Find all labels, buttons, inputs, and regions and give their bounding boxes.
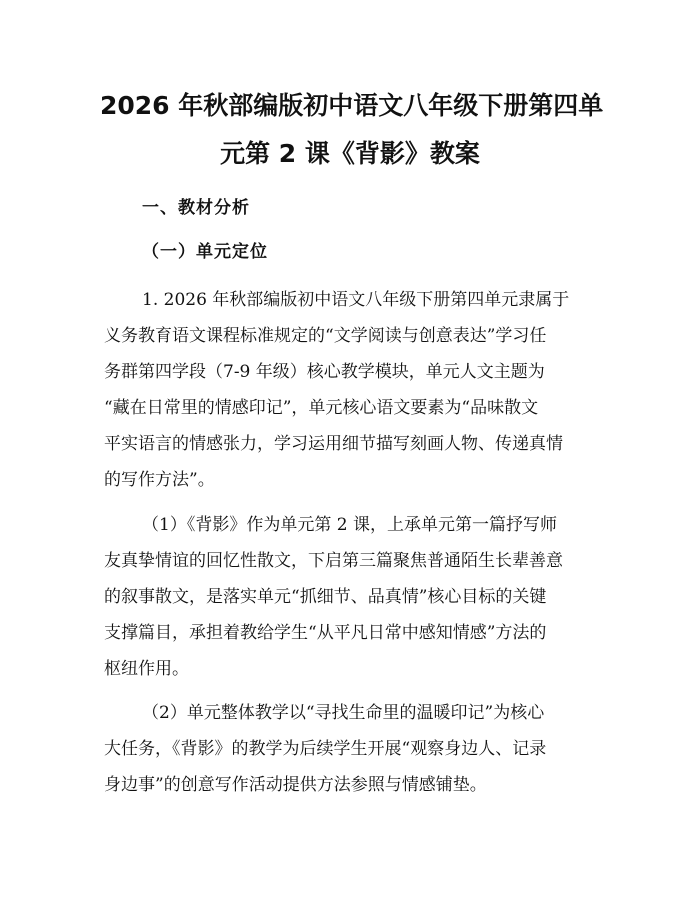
paragraph-3 <box>104 695 598 803</box>
paragraph-line: 大任务，《背影》的教学为后续学生开展“观察身边人、记录 <box>104 739 547 759</box>
paragraph-1 <box>104 282 598 498</box>
paragraph-line: （1）《背影》作为单元第 2 课，上承单元第一篇抒写师 <box>142 515 557 535</box>
paragraph-line: 的写作方法”。 <box>104 470 215 490</box>
paragraph-line: 枢纽作用。 <box>104 659 189 679</box>
paragraph-line: （2）单元整体教学以“寻找生命里的温暖印记”为核心 <box>142 703 545 723</box>
paragraph-line: 义务教育语文课程标准规定的“文学阅读与创意表达”学习任 <box>104 326 547 346</box>
paragraph-line: “藏在日常里的情感印记”，单元核心语文要素为“品味散文 <box>104 398 539 418</box>
document-title-line-1: 2026 年秋部编版初中语文八年级下册第四单 <box>100 91 604 120</box>
paragraph-line: 的叙事散文，是落实单元“抓细节、品真情”核心目标的关键 <box>104 587 547 607</box>
paragraph-line: 友真挚情谊的回忆性散文，下启第三篇聚焦普通陌生长辈善意 <box>104 551 563 571</box>
document-title-line-2: 元第 2 课《背影》教案 <box>220 139 480 168</box>
paragraph-line: 身边事”的创意写作活动提供方法参照与情感铺垫。 <box>104 775 487 795</box>
paragraph-2 <box>104 507 598 687</box>
section-heading-teaching-material-analysis: 一、教材分析 <box>142 198 250 218</box>
subsection-heading-unit-positioning: （一）单元定位 <box>142 242 268 262</box>
paragraph-line: 务群第四学段（7-9 年级）核心教学模块，单元人文主题为 <box>104 362 545 382</box>
paragraph-line: 支撑篇目，承担着教给学生“从平凡日常中感知情感”方法的 <box>104 623 547 643</box>
paragraph-line: 平实语言的情感张力，学习运用细节描写刻画人物、传递真情 <box>104 434 563 454</box>
paragraph-line: 1. 2026 年秋部编版初中语文八年级下册第四单元隶属于 <box>142 290 570 310</box>
